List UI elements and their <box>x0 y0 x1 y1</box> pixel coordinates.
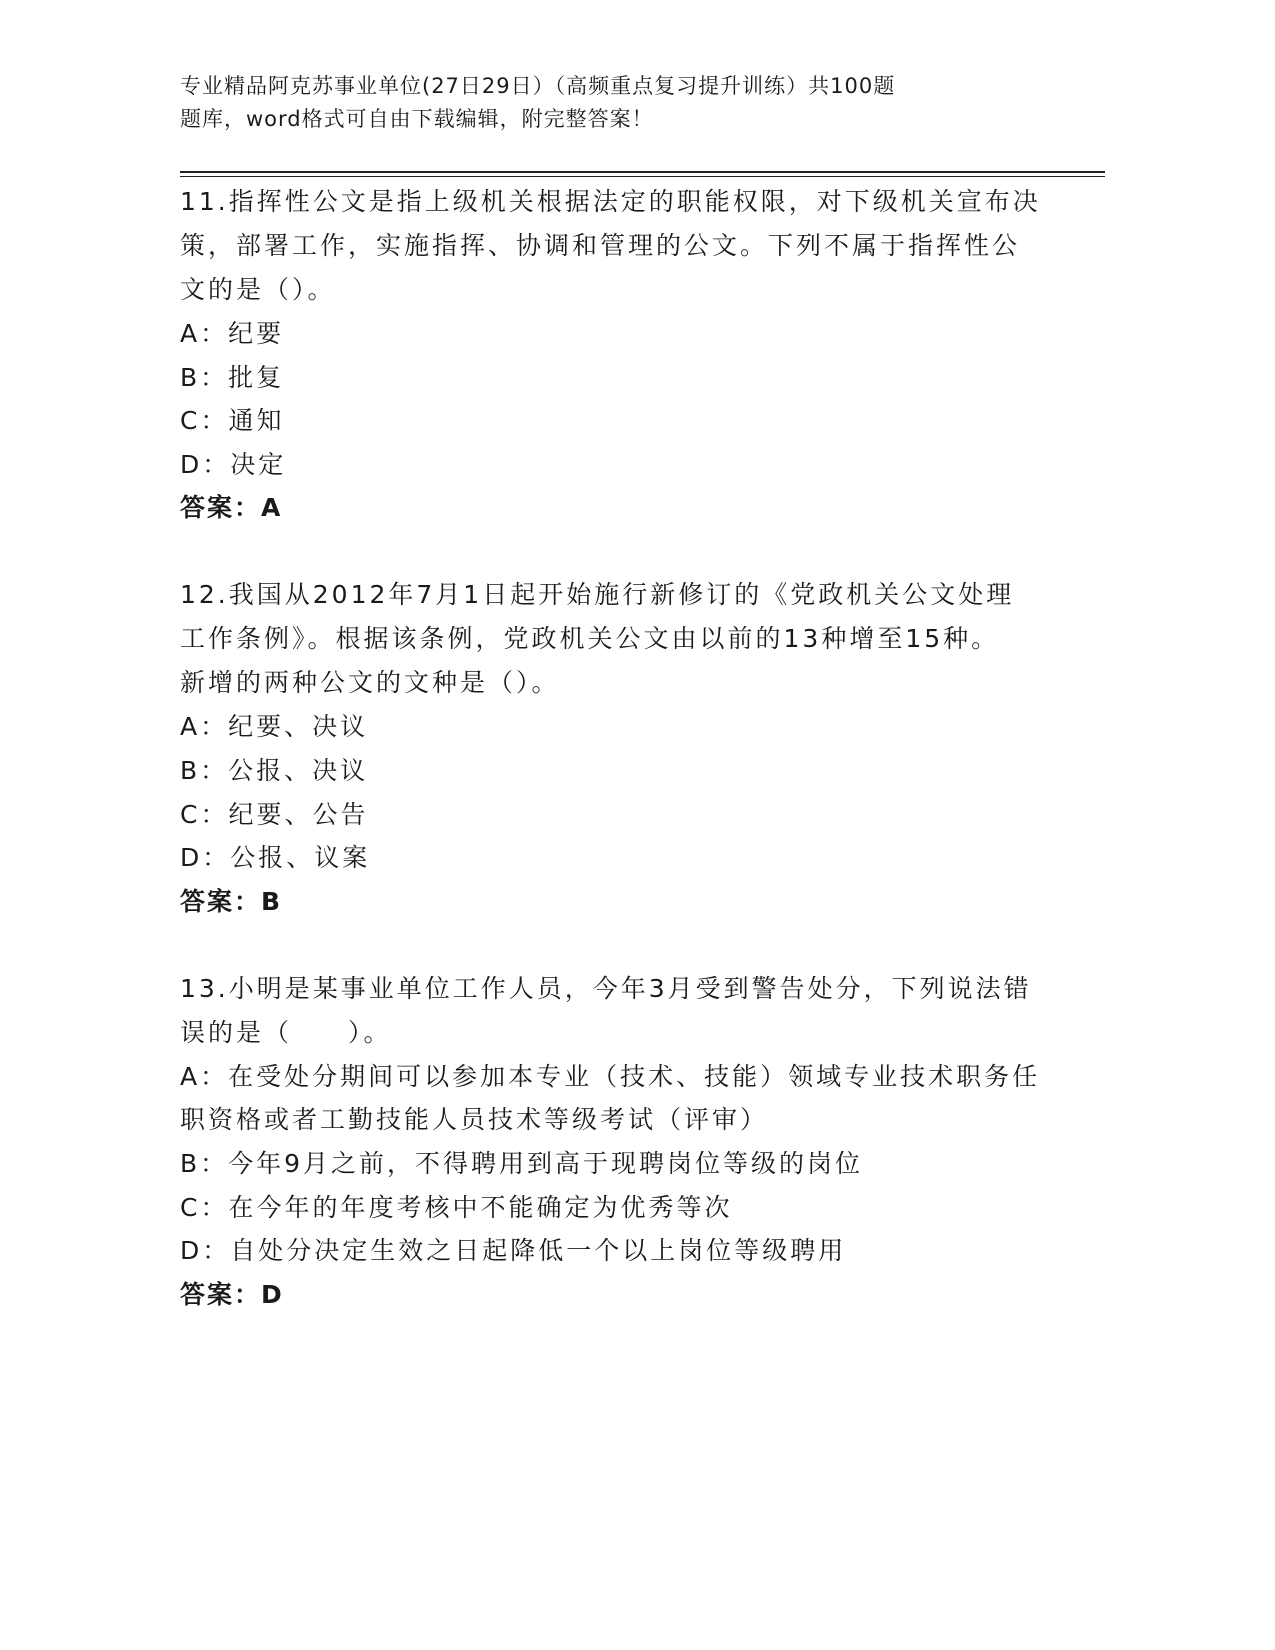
spacer <box>180 924 1050 967</box>
answer: 答案：B <box>180 886 283 916</box>
question-text <box>180 967 1050 1055</box>
question-13 <box>180 967 1050 1317</box>
question-text-line: 新增的两种公文的文种是（）。 <box>180 668 560 698</box>
question-text <box>180 573 1050 705</box>
option-c: C：通知 <box>180 406 285 436</box>
answer: 答案：A <box>180 493 283 523</box>
option-c: C：纪要、公告 <box>180 799 369 829</box>
option-a: A：在受处分期间可以参加本专业（技术、技能）领域专业技术职务任 <box>180 1061 1041 1091</box>
option-d: D：公报、议案 <box>180 843 371 873</box>
question-text-line: 11.指挥性公文是指上级机关根据法定的职能权限，对下级机关宣布决 <box>180 187 1041 216</box>
question-text-line: 工作条例》。根据该条例，党政机关公文由以前的13种增至15种。 <box>180 624 1000 654</box>
header-divider-thin <box>180 176 1105 177</box>
option-b: B：今年9月之前，不得聘用到高于现聘岗位等级的岗位 <box>180 1148 864 1178</box>
question-text-line: 误的是（ ）。 <box>180 1017 392 1047</box>
header-line-2: 题库，word格式可自由下载编辑，附完整答案！ <box>180 107 654 131</box>
answer: 答案：D <box>180 1279 284 1309</box>
option-d: D：决定 <box>180 449 287 479</box>
question-text-line: 13.小明是某事业单位工作人员，今年3月受到警告处分，下列说法错 <box>180 973 1032 1003</box>
question-text-line: 12.我国从2012年7月1日起开始施行新修订的《党政机关公文处理 <box>180 580 1015 610</box>
option-a: A：纪要 <box>180 319 285 348</box>
question-text <box>180 180 1050 312</box>
header-divider <box>180 171 1105 173</box>
spacer <box>180 530 1050 573</box>
option-c: C：在今年的年度考核中不能确定为优秀等次 <box>180 1192 733 1222</box>
question-list <box>180 180 1050 1317</box>
question-12 <box>180 573 1050 923</box>
question-11 <box>180 180 1050 530</box>
option-b: B：公报、决议 <box>180 755 369 785</box>
option-d: D：自处分决定生效之日起降低一个以上岗位等级聘用 <box>180 1236 847 1266</box>
option-a-continued: 职资格或者工勤技能人员技术等级考试（评审） <box>180 1105 769 1135</box>
header-line-1: 专业精品阿克苏事业单位(27日29日）（高频重点复习提升训练）共100题 <box>180 74 896 98</box>
question-text-line: 策，部署工作，实施指挥、协调和管理的公文。下列不属于指挥性公 <box>180 231 1021 260</box>
question-text-line: 文的是（）。 <box>180 275 336 304</box>
option-a: A：纪要、决议 <box>180 712 369 742</box>
option-b: B：批复 <box>180 362 285 392</box>
document-header <box>180 70 1080 136</box>
